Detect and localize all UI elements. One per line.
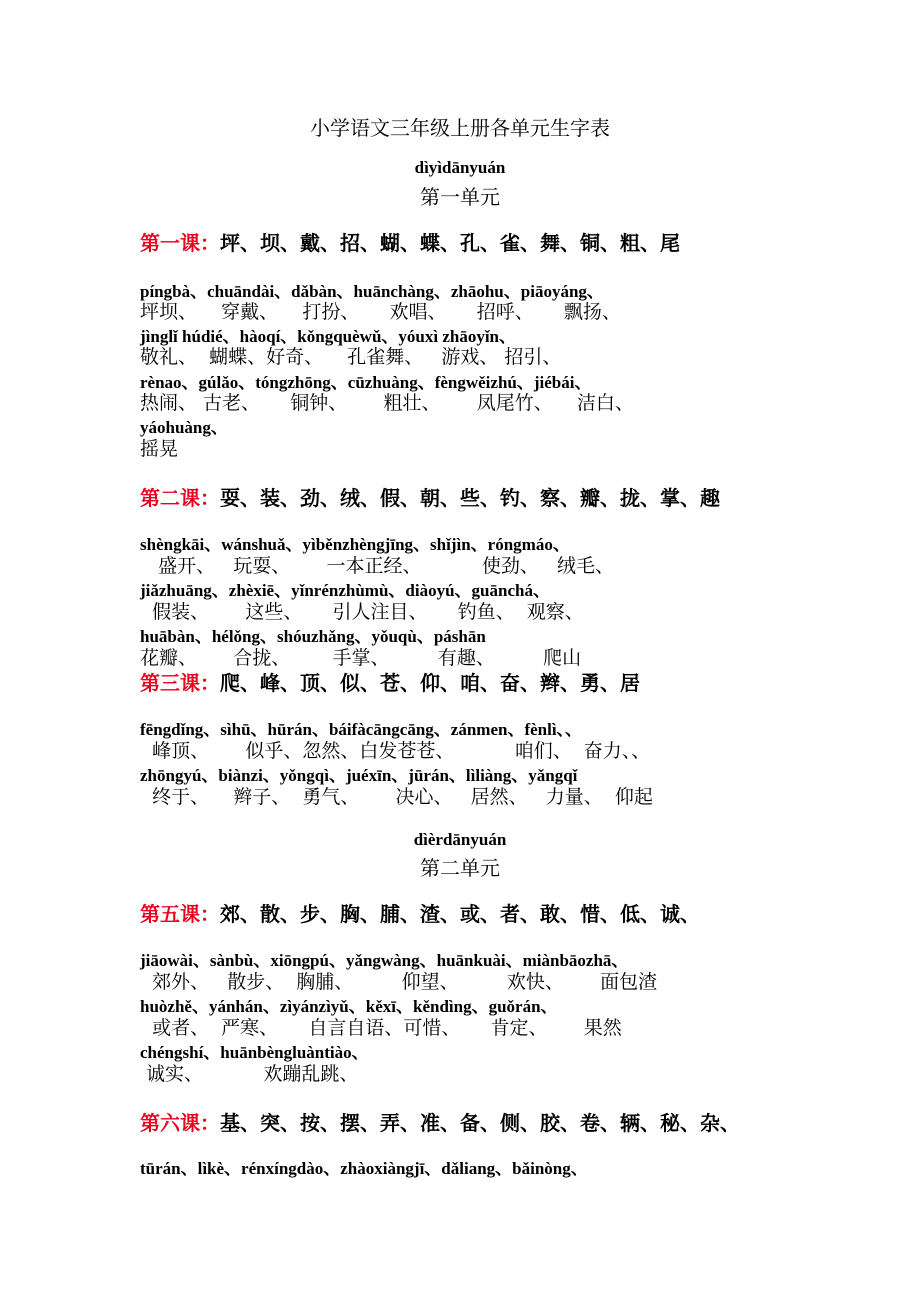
- lesson-1-word-line: 坪坝、 穿戴、 打扮、 欢唱、 招呼、 飘扬、: [140, 301, 621, 323]
- lesson-3-word-line: 峰顶、 似乎、忽然、白发苍苍、 咱们、 奋力、、: [140, 740, 651, 762]
- lesson-6-label: 第六课：: [140, 1111, 220, 1135]
- lesson-5-heading: [140, 898, 700, 927]
- lesson-6-pinyin-line: tūrán、lìkè、rénxíngdào、zhàoxiàngjī、dǎliang、bǎinòng、: [140, 1159, 588, 1178]
- lesson-1-pinyin-line: yáohuàng、: [140, 418, 228, 437]
- lesson-5-pinyin-line: chéngshí、huānbèngluàntiào、: [140, 1043, 369, 1062]
- lesson-1-word-line: 热闹、 古老、 铜钟、 粗壮、 凤尾竹、 洁白、: [140, 392, 634, 414]
- lesson-6-characters: 基、突、按、摆、弄、准、备、侧、胶、卷、辆、秘、杂、: [220, 1111, 740, 1135]
- lesson-2-word-line: 假装、 这些、 引人注目、 钓鱼、 观察、: [140, 601, 584, 623]
- lesson-1-heading: [140, 227, 680, 256]
- lesson-2-label: 第二课：: [140, 486, 220, 510]
- unit-2-pinyin: dìèrdānyuán: [413, 830, 507, 849]
- lesson-5-word-line: 诚实、 欢蹦乱跳、: [140, 1063, 359, 1085]
- lesson-3-word-line: 终于、 辫子、 勇气、 决心、 居然、 力量、 仰起: [140, 786, 653, 808]
- lesson-2-pinyin-line: huābàn、hélǒng、shóuzhǎng、yǒuqù、páshān: [140, 627, 486, 646]
- lesson-5-label: 第五课：: [140, 902, 220, 926]
- lesson-5-word-line: 郊外、 散步、 胸脯、 仰望、 欢快、 面包渣: [140, 971, 658, 993]
- lesson-1-pinyin-line: jìnglǐ húdié、hàoqí、kǒngquèwǔ、yóuxì zhāoyǐn、: [140, 327, 517, 346]
- lesson-1-characters: 坪、坝、戴、招、蝴、蝶、孔、雀、舞、铜、粗、尾: [220, 231, 680, 255]
- lesson-3-characters: 爬、峰、顶、似、苍、仰、咱、奋、辫、勇、居: [220, 671, 640, 695]
- lesson-2-pinyin-line: jiǎzhuāng、zhèxiē、yǐnrénzhùmù、diàoyú、guānchá、: [140, 581, 550, 600]
- lesson-1-pinyin-line: píngbà、chuāndài、dǎbàn、huānchàng、zhāohu、piāoyáng、: [140, 282, 604, 301]
- lesson-1-pinyin-line: rènao、gúlǎo、tóngzhōng、cūzhuàng、fèngwěizhú、jiébái、: [140, 373, 592, 392]
- lesson-3-heading: [140, 667, 640, 696]
- lesson-2-word-line: 花瓣、 合拢、 手掌、 有趣、 爬山: [140, 647, 582, 669]
- lesson-1-label: 第一课：: [140, 231, 220, 255]
- lesson-3-label: 第三课：: [140, 671, 220, 695]
- lesson-5-pinyin-line: jiāowài、sànbù、xiōngpú、yǎngwàng、huānkuài、miànbāozhā、: [140, 951, 629, 970]
- lesson-6-heading: [140, 1107, 740, 1136]
- lesson-5-pinyin-line: huòzhě、yánhán、zìyánzìyǔ、kěxī、kěndìng、guǒrán、: [140, 997, 558, 1016]
- document-title: 小学语文三年级上册各单元生字表: [310, 116, 610, 140]
- lesson-2-pinyin-line: shèngkāi、wánshuǎ、yìběnzhèngjīng、shǐjìn、róngmáo、: [140, 535, 570, 554]
- lesson-3-pinyin-line: fēngdǐng、sìhū、hūrán、báifàcāngcāng、zánmen、fènlì、、: [140, 720, 583, 739]
- unit-2-title: 第二单元: [420, 856, 500, 880]
- lesson-5-word-line: 或者、 严寒、 自言自语、可惜、 肯定、 果然: [140, 1017, 622, 1039]
- unit-1-title: 第一单元: [420, 185, 500, 209]
- lesson-2-characters: 耍、装、劲、绒、假、朝、些、钓、察、瓣、拢、掌、趣: [220, 486, 720, 510]
- lesson-5-characters: 郊、散、步、胸、脯、渣、或、者、敢、惜、低、诚、: [220, 902, 700, 926]
- lesson-2-heading: [140, 482, 720, 511]
- lesson-1-word-line: 摇晃: [140, 438, 179, 460]
- lesson-2-word-line: 盛开、 玩耍、 一本正经、 使劲、 绒毛、: [140, 555, 614, 577]
- lesson-3-pinyin-line: zhōngyú、biànzi、yǒngqì、juéxīn、jūrán、lìliàng、yǎngqǐ: [140, 766, 578, 785]
- unit-1-pinyin: dìyìdānyuán: [414, 158, 506, 177]
- lesson-1-word-line: 敬礼、 蝴蝶、好奇、 孔雀舞、 游戏、 招引、: [140, 346, 562, 368]
